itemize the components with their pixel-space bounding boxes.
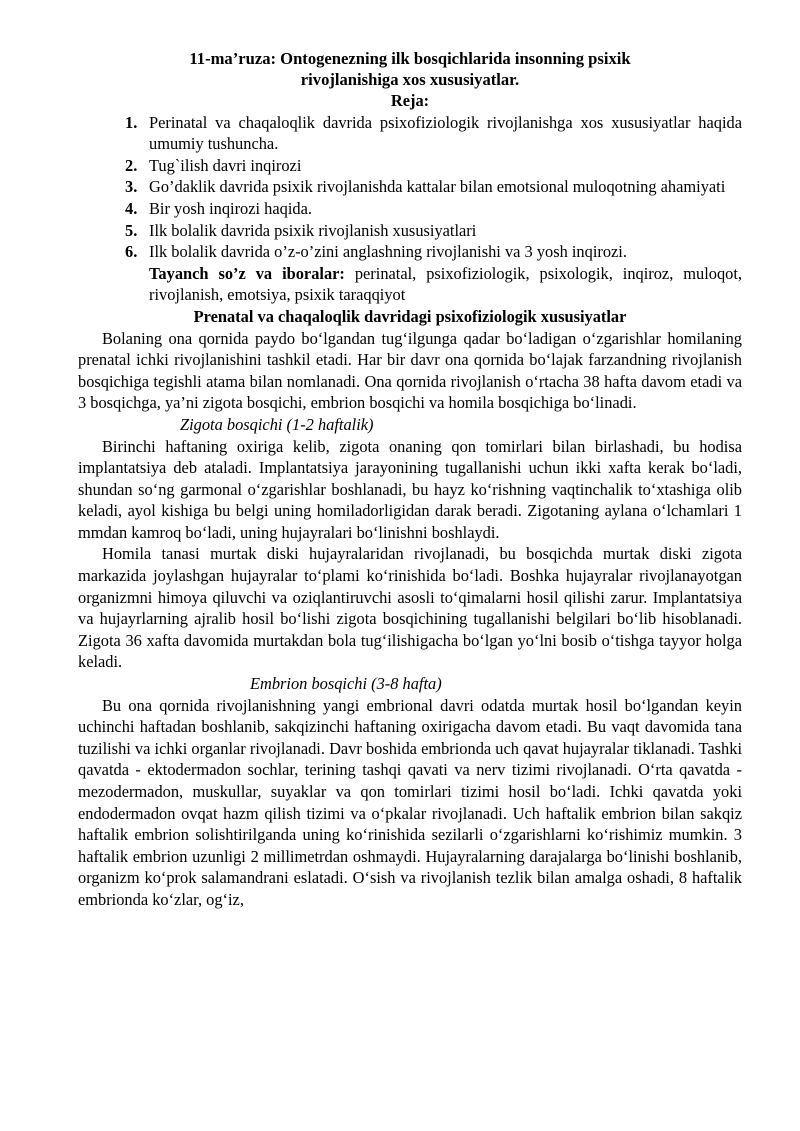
- intro-paragraph: Bolaning ona qornida paydo bo‘lgandan tug‘ilgunga qadar bo‘ladigan o‘zgarishlar homilaning prenatal ichki rivojlanishini tashkil etadi. Har bir davr ona qornida bo‘lajak farzandning rivojlanish bosqichiga tegishli atama bilan nomlanadi. Ona qornida rivojlanish o‘rtacha 38 hafta davom etadi va 3 bosqichga, ya’ni zigota bosqichi, embrion bosqichi va homila bosqichiga bo‘linadi.: [78, 328, 742, 413]
- keywords-text: perinatal, psixofiziologik, psixologik, inqiroz, muloqot, rivojlanish, emotsiya, psixik taraqqiyot: [149, 263, 742, 305]
- plan-item-number: 5.: [125, 220, 138, 240]
- plan-item: [125, 112, 742, 155]
- plan-item: [125, 155, 742, 177]
- keywords-label: Tayanch so’z va iboralar:: [149, 263, 345, 283]
- plan-item: [125, 241, 742, 263]
- plan-heading: Reja:: [390, 91, 430, 110]
- zigota-paragraph-1: Birinchi haftaning oxiriga kelib, zigota onaning qon tomirlari bilan birlashadi, bu hodisa implantatsiya deb ataladi. Implantatsiya jarayonining tugallanishi uchun ikki xafta kerak bo‘ladi, shundan so‘ng garmonal o‘zgarishlar boshlanadi, bu hayz ko‘rishning vaqtinchalik to‘xtashiga olib keladi, ayol kishiga bu belgi uning homiladorligidan darak beradi. Zigotaning aylana o‘lchamlari 1 mmdan kamroq bo‘ladi, uning hujayralari bo‘linishni boshlaydi.: [78, 436, 742, 542]
- plan-item-text: Bir yosh inqirozi haqida.: [149, 198, 312, 218]
- zigota-paragraph-2: Homila tanasi murtak diski hujayralaridan rivojlanadi, bu bosqichda murtak diski zigota markazida joylashgan hujayralar to‘plami ko‘rinishida bo‘ladi. Boshka hujayralar rivojlanayotgan organizmni himoya qiluvchi va oziqlantiruvchi asosli to‘qimalarni hosil qilishi zarur. Implantatsiya va hujayrlarning ajralib hosil bo‘lishi zigota bosqichining tugallanishi belgilari bo‘lib hisoblanadi. Zigota 36 xafta davomida murtakdan bola tug‘ilishigacha bo‘lgan yo‘lni bosib o‘tishga tayyor holga keladi.: [78, 544, 742, 672]
- plan-item-text: Perinatal va chaqaloqlik davrida psixofiziologik rivojlanishga xos xususiyatlar haqida umumiy tushuncha.: [149, 112, 742, 154]
- plan-item-number: 1.: [125, 112, 138, 132]
- zigota-heading: Zigota bosqichi (1-2 haftalik): [180, 414, 374, 434]
- plan-item-text: Ilk bolalik davrida o’z-o’zini anglashning rivojlanishi va 3 yosh inqirozi.: [149, 242, 627, 262]
- section-title: Prenatal va chaqaloqlik davridagi psixofiziologik xususiyatlar: [193, 306, 627, 326]
- plan-list: [78, 112, 742, 263]
- plan-item-number: 4.: [125, 198, 138, 218]
- lecture-title: 11-ma’ruza: Ontogenezning ilk bosqichlarida insonning psixik rivojlanishiga xos xususiyatlar.: [189, 49, 631, 89]
- embrion-heading: Embrion bosqichi (3-8 hafta): [250, 674, 442, 694]
- keywords-paragraph: [78, 263, 742, 306]
- plan-item-number: 3.: [125, 177, 138, 197]
- plan-item-text: Tug`ilish davri inqirozi: [149, 155, 302, 175]
- plan-item-number: 2.: [125, 155, 138, 175]
- plan-item: [125, 220, 742, 242]
- document-page: [78, 48, 742, 911]
- plan-item-number: 6.: [125, 242, 138, 262]
- plan-item: [125, 198, 742, 220]
- plan-item: [125, 176, 742, 198]
- plan-item-text: Go’daklik davrida psixik rivojlanishda kattalar bilan emotsional muloqotning ahamiyati: [149, 177, 726, 197]
- plan-item-text: Ilk bolalik davrida psixik rivojlanish xususiyatlari: [149, 220, 477, 240]
- embrion-paragraph: Bu ona qornida rivojlanishning yangi embrional davri odatda murtak hosil bo‘lgandan keyin uchinchi haftadan boshlanib, sakqizinchi haftaning oxirigacha davom etadi. Bu vaqt davomida tana tuzilishi va ichki organlar rivojlanadi. Davr boshida embrionda uch qavat hujayralar tiklanadi. Tashki qavatda - ektodermadon sochlar, terining tashqi qavati va nerv tizimi rivojlanadi. O‘rta qavatda - mezodermadon, muskullar, suyaklar va qon tomirlari tizimi hosil bo‘ladi. Ichki qavatda yoki endodermadon ovqat hazm qilish tizimi va o‘pkalar rivojlanadi. Uch haftalik embrion bilan sakqiz haftalik embrion solishtirilganda uning ko‘rinishida sezilarli o‘zgarishlarni ko‘rishimiz mumkin. 3 haftalik embrion uzunligi 2 millimetrdan oshmaydi. Hujayralarning darajalarga bo‘linishi boshlanib, organizm ko‘prok salamandrani eslatadi. O‘sish va rivojlanish tezlik bilan amalga oshadi, 8 haftalik embrionda ko‘zlar, og‘iz,: [78, 695, 742, 909]
